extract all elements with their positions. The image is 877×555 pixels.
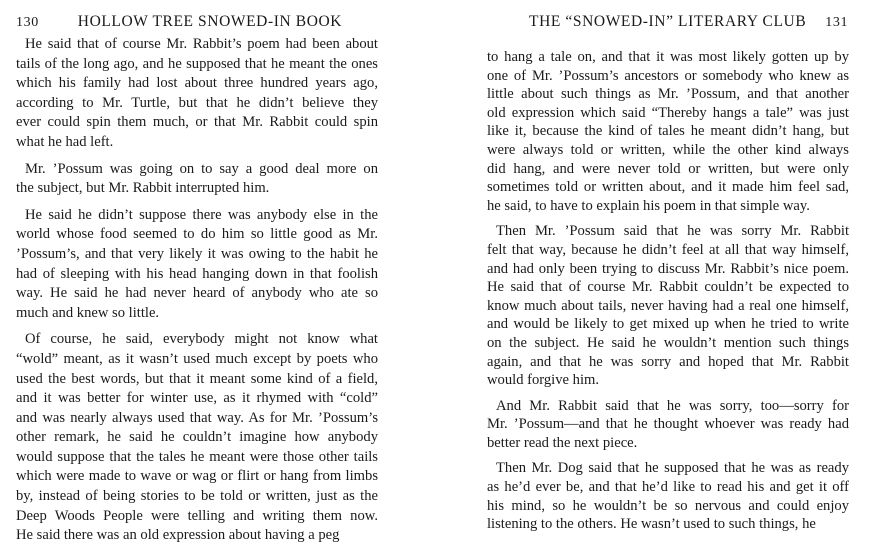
- text-line: on the subject. He said he wouldn’t mention such things: [487, 334, 849, 351]
- text-line: had of sleeping with his head hanging down in that foolish: [16, 265, 378, 282]
- text-line: other remark, he said he couldn’t imagine how anybody: [16, 429, 378, 446]
- paragraph: [487, 222, 849, 389]
- text-line: by, instead of being stories to be told or written, just as the: [16, 488, 378, 505]
- text-line: tails of the long ago, and he supposed that he meant the ones: [16, 55, 378, 72]
- text-line: were always told or written, while the other kind always: [487, 141, 849, 158]
- text-line: “wold” meant, as it wasn’t used much except by poets who: [16, 350, 378, 367]
- text-line: world whose food seemed to do him so little good as Mr.: [16, 226, 378, 243]
- text-line: and would be likely to get mixed up when he tried to write: [487, 316, 849, 333]
- text-line: one of Mr. ’Possum’s ancestors or somebody who knew as: [487, 67, 849, 84]
- text-line: better read the next piece.: [487, 434, 638, 451]
- text-line: according to Mr. Turtle, but that he didn’t believe they: [16, 94, 378, 111]
- running-head: HOLLOW TREE SNOWED-IN BOOK: [77, 13, 343, 30]
- text-line: and it was better for winter use, as it rhymed with “cold”: [16, 390, 378, 407]
- text-line: little about such things as Mr. ’Possum, and that another: [487, 86, 849, 103]
- page-body: [487, 48, 849, 541]
- text-line: his mind, so he wouldn’t be so nervous and could enjoy: [487, 497, 849, 514]
- text-line: felt that way, because he didn’t feel at all that way himself,: [487, 241, 849, 258]
- text-line: he said, to have to explain his poem in that simple way.: [487, 197, 810, 214]
- text-line: the subject, but Mr. Rabbit interrupted him.: [16, 180, 270, 197]
- paragraph: [487, 397, 849, 453]
- text-line: He said that of course Mr. Rabbit couldn’t be expected to: [487, 279, 849, 296]
- text-line: would suppose that the tales he meant were those other tails: [16, 448, 378, 465]
- text-line: Then Mr. ’Possum said that he was sorry Mr. Rabbit: [496, 223, 849, 240]
- text-line: which were made to wave or wag or flirt or hang from limbs: [16, 468, 378, 485]
- paragraph: [16, 35, 378, 153]
- paragraph: [16, 206, 378, 324]
- text-line: Mr. ’Possum was going on to say a good deal more on: [25, 160, 378, 177]
- text-line: He said there was an old expression about having a peg: [16, 527, 340, 544]
- text-line: would forgive him.: [487, 372, 600, 389]
- right-running-header: [529, 13, 848, 31]
- text-line: He said he didn’t suppose there was anybody else in the: [25, 206, 378, 223]
- text-line: again, and that he was sorry and hoped that Mr. Rabbit: [487, 353, 849, 370]
- paragraph: [487, 48, 849, 215]
- text-line: sometimes told or written about, and it made him feel sad,: [487, 179, 849, 196]
- page-body: [16, 35, 378, 553]
- text-line: Of course, he said, everybody might not know what: [25, 331, 378, 348]
- text-line: which his family had lost about three hundred years ago,: [16, 75, 378, 92]
- text-line: know much about tails, never having had a real one himself,: [487, 297, 849, 314]
- text-line: what he had left.: [16, 133, 114, 150]
- text-line: and was nearly always used that way. As for Mr. ’Possum’s: [16, 409, 378, 426]
- page-number: 131: [825, 15, 849, 30]
- text-line: much and knew so little.: [16, 304, 160, 321]
- paragraph: [16, 330, 378, 546]
- paragraph: [16, 160, 378, 199]
- page-number: 130: [16, 15, 39, 30]
- text-line: And Mr. Rabbit said that he was sorry, too—sorry for: [496, 397, 849, 414]
- text-line: ever could spin them much, or that Mr. Rabbit could spin: [16, 114, 378, 131]
- text-line: Then Mr. Dog said that he supposed that he was as ready: [496, 460, 849, 477]
- text-line: to hang a tale on, and that it was most likely gotten up by: [487, 49, 849, 65]
- text-line: Deep Woods People were telling and writing them now.: [16, 507, 378, 524]
- text-line: Mr. ’Possum—and that he thought whoever was ready had: [487, 416, 849, 433]
- text-line: old expression which said “Thereby hangs a tale” was just: [487, 104, 849, 121]
- text-line: used the best words, but that it meant some kind of a field,: [16, 370, 378, 387]
- text-line: way. He said he had never heard of anybody who ate so: [16, 285, 378, 302]
- text-line: did hang, and were never told or written, but were only: [487, 160, 849, 177]
- text-line: like it, because the kind of tales he meant didn’t hang, but: [487, 123, 849, 140]
- running-head: THE “SNOWED-IN” LITERARY CLUB: [529, 13, 807, 30]
- right-page: [487, 0, 849, 555]
- text-line: ’Possum’s, and that very likely it was owing to the habit he: [16, 245, 378, 262]
- text-line: and had only been trying to discuss Mr. Rabbit’s nice poem.: [487, 260, 849, 277]
- left-running-header: [16, 13, 342, 31]
- text-line: He said that of course Mr. Rabbit’s poem had been about: [25, 36, 378, 52]
- left-page: [16, 0, 378, 555]
- text-line: listening to the others. He wasn’t used to such things, he: [487, 516, 816, 533]
- paragraph: [487, 459, 849, 533]
- text-line: as he’d ever be, and that he’d like to read his and get it off: [487, 479, 849, 496]
